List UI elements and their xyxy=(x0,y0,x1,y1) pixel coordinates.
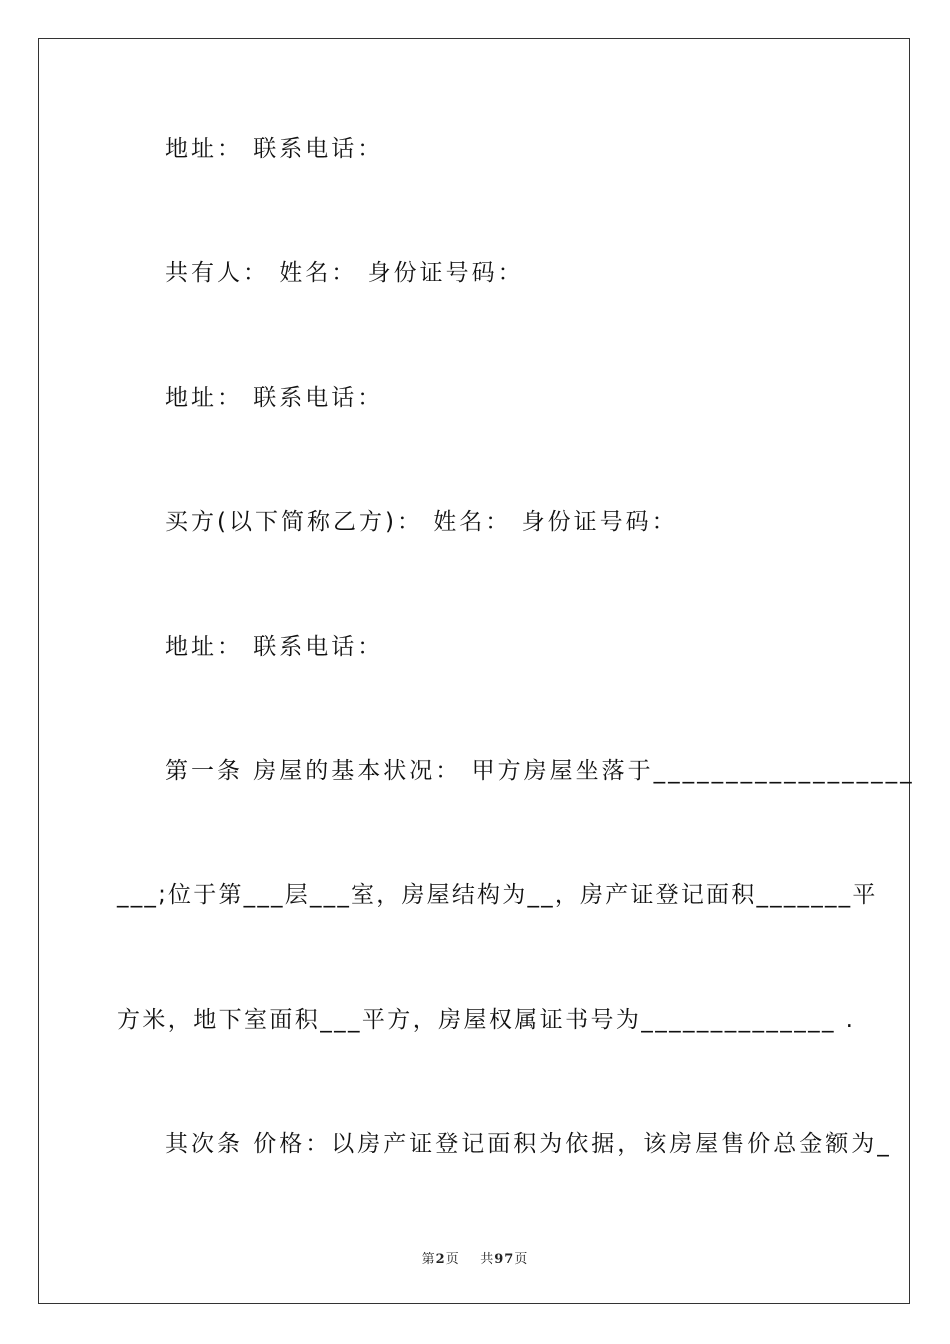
address-contact-line-3: 地址： 联系电话： xyxy=(165,634,384,660)
page-border xyxy=(38,38,915,1304)
total-prefix: 共 xyxy=(480,1252,495,1267)
total-pages: 97 xyxy=(494,1252,515,1267)
article-one-line: 第一条 房屋的基本状况： 甲方房屋坐落于__________________ xyxy=(165,758,915,784)
article-one-continued-line-2: 方米，地下室面积___平方，房屋权属证书号为______________ . xyxy=(117,1007,856,1033)
co-owner-line: 共有人： 姓名： 身份证号码： xyxy=(165,260,524,286)
page-prefix: 第 xyxy=(421,1252,436,1267)
address-contact-line-2: 地址： 联系电话： xyxy=(165,385,384,411)
article-one-continued-line-1: ___;位于第___层___室，房屋结构为__，房产证登记面积_______平 xyxy=(117,882,878,908)
buyer-line: 买方(以下简称乙方)： 姓名： 身份证号码： xyxy=(165,509,678,535)
address-contact-line-1: 地址： 联系电话： xyxy=(165,136,384,162)
page-suffix: 页 xyxy=(445,1252,460,1267)
page-footer xyxy=(0,1248,950,1267)
article-two-line: 其次条 价格：以房产证登记面积为依据，该房屋售价总金额为_ xyxy=(165,1131,892,1157)
page-number: 2 xyxy=(435,1252,446,1267)
total-suffix: 页 xyxy=(514,1252,529,1267)
